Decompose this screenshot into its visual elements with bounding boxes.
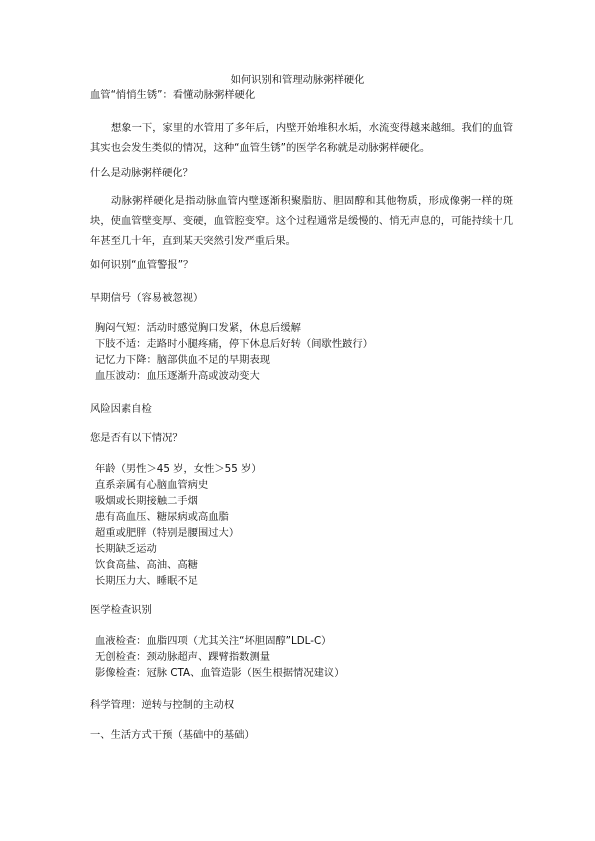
what-paragraph: 动脉粥样硬化是指动脉血管内壁逐渐积聚脂肪、胆固醇和其他物质，形成像粥一样的斑块，使血管壁变厚、变硬，血管腔变窄。这个过程通常是缓慢的、悄无声息的，可能持续十几年甚至几十年，直到某天突然引发严重后果。 xyxy=(90,195,513,247)
identify-heading: 如何识别“血管警报”？ xyxy=(90,259,194,271)
list-item: 饮食高盐、高油、高糖 xyxy=(95,559,198,571)
management-heading: 科学管理：逆转与控制的主动权 xyxy=(90,699,235,711)
list-item: 年龄（男性＞45 岁，女性＞55 岁） xyxy=(95,463,262,475)
list-item: 直系亲属有心脑血管病史 xyxy=(95,479,209,491)
lifestyle-heading: 一、生活方式干预（基础中的基础） xyxy=(90,729,255,741)
list-item: 无创检查：颈动脉超声、踝臂指数测量 xyxy=(95,651,271,663)
list-item: 下肢不适：走路时小腿疼痛，停下休息后好转（间歇性跛行） xyxy=(95,338,374,350)
exam-heading: 医学检查识别 xyxy=(90,604,152,616)
list-item: 胸闷气短：活动时感觉胸口发紧，休息后缓解 xyxy=(95,322,301,334)
early-signals-heading: 早期信号（容易被忽视） xyxy=(90,292,204,304)
list-item: 血液检查：血脂四项（尤其关注“坏胆固醇”LDL-C） xyxy=(95,635,332,647)
subtitle: 血管“悄悄生锈”：看懂动脉粥样硬化 xyxy=(90,89,256,101)
list-item: 吸烟或长期接触二手烟 xyxy=(95,495,198,507)
list-item: 超重或肥胖（特别是腰围过大） xyxy=(95,527,240,539)
list-item: 血压波动：血压逐渐升高或波动变大 xyxy=(95,370,260,382)
list-item: 长期缺乏运动 xyxy=(95,543,157,555)
list-item: 记忆力下降：脑部供血不足的早期表现 xyxy=(95,354,271,366)
risk-heading: 风险因素自检 xyxy=(90,403,152,415)
list-item: 患有高血压、糖尿病或高血脂 xyxy=(95,511,229,523)
list-item: 长期压力大、睡眠不足 xyxy=(95,575,198,587)
intro-paragraph: 想象一下，家里的水管用了多年后，内壁开始堆积水垢，水流变得越来越细。我们的血管其实也会发生类似的情况，这种“血管生锈”的医学名称就是动脉粥样硬化。 xyxy=(90,122,513,154)
what-heading: 什么是动脉粥样硬化？ xyxy=(90,167,193,179)
list-item: 影像检查：冠脉 CTA、血管造影（医生根据情况建议） xyxy=(95,667,345,679)
document-title: 如何识别和管理动脉粥样硬化 xyxy=(230,74,365,86)
risk-question: 您是否有以下情况？ xyxy=(90,432,183,444)
